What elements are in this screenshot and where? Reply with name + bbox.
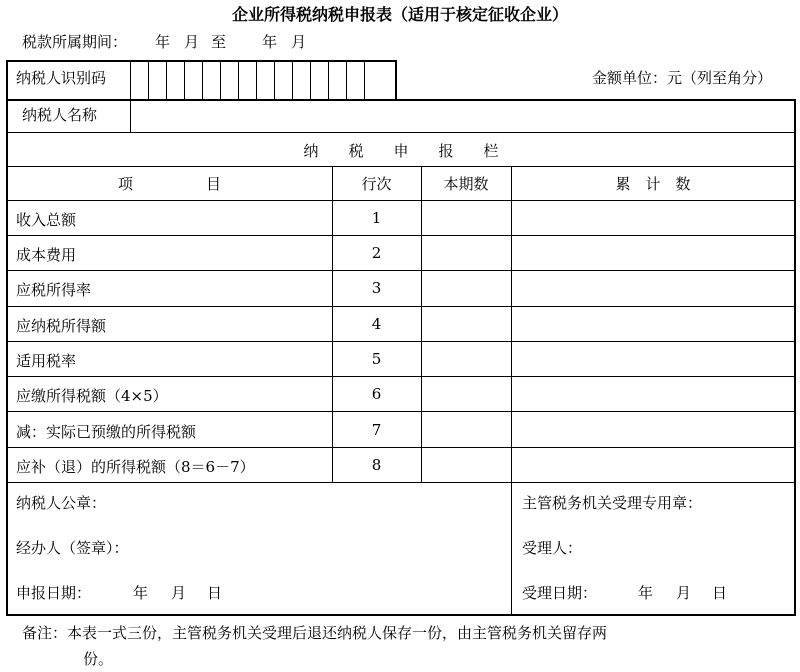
period-month-end: 月 (291, 33, 307, 51)
row-4-cumulative-cell[interactable] (512, 307, 793, 341)
taxpayer-seal-label: 纳税人公章： (16, 494, 107, 512)
row-4-number: 4 (371, 315, 382, 333)
form-note (22, 620, 792, 672)
amount-unit: 金额单位：元（列至角分） (591, 69, 772, 87)
tax-period-label: 税款所属期间： (22, 33, 128, 51)
receiver-label: 受理人： (522, 539, 583, 557)
row-8-label: 应补（退）的所得税额（8＝6－7） (16, 458, 255, 476)
handler-signature-label: 经办人（签章）： (16, 539, 129, 557)
row-6-label: 应缴所得税额（4×5） (16, 387, 168, 405)
column-header-row-no: 行次 (361, 175, 392, 193)
section-header: 纳 税 申 报 栏 (303, 142, 499, 160)
row-8-current-cell[interactable] (422, 448, 510, 482)
form-title: 企业所得税纳税申报表（适用于核定征收企业） (231, 5, 568, 24)
row-4-current-cell[interactable] (422, 307, 510, 341)
period-year-end: 年 (262, 33, 278, 51)
row-6-number: 6 (371, 385, 382, 403)
taxpayer-id-label: 纳税人识别码 (16, 69, 107, 87)
filing-date-day: 日 (207, 584, 223, 602)
acceptance-date-day: 日 (712, 584, 728, 602)
form-note-line-2: 份。 (83, 650, 114, 668)
filing-date-year: 年 (133, 584, 149, 602)
form-note-line-1: 备注：本表一式三份，主管税务机关受理后退还纳税人保存一份，由主管税务机关留存两 (22, 624, 608, 642)
period-month-start: 月 (184, 33, 200, 51)
row-3-label: 应税所得率 (16, 281, 92, 299)
acceptance-date-label: 受理日期： (522, 584, 598, 602)
taxpayer-name-field[interactable] (131, 100, 793, 132)
column-header-current: 本期数 (443, 175, 489, 193)
row-6-current-cell[interactable] (422, 377, 510, 411)
row-3-number: 3 (371, 279, 382, 297)
acceptance-date-year: 年 (638, 584, 654, 602)
row-8-number: 8 (371, 456, 382, 474)
row-5-current-cell[interactable] (422, 342, 510, 376)
taxpayer-name-label: 纳税人名称 (22, 106, 98, 124)
tax-authority-seal-label: 主管税务机关受理专用章： (522, 494, 703, 512)
filing-date-month: 月 (171, 584, 187, 602)
row-7-cumulative-cell[interactable] (512, 412, 793, 447)
row-2-label: 成本费用 (16, 246, 77, 264)
row-7-number: 7 (371, 421, 382, 439)
row-5-label: 适用税率 (16, 352, 77, 370)
row-2-cumulative-cell[interactable] (512, 236, 793, 270)
column-header-item-a: 项 (118, 175, 134, 193)
period-year-start: 年 (155, 33, 171, 51)
row-7-current-cell[interactable] (422, 412, 510, 447)
row-7-label: 减：实际已预缴的所得税额 (16, 423, 197, 441)
row-1-cumulative-cell[interactable] (512, 201, 793, 235)
tax-period (22, 31, 306, 52)
acceptance-date-month: 月 (676, 584, 692, 602)
period-to: 至 (211, 33, 227, 51)
row-5-cumulative-cell[interactable] (512, 342, 793, 376)
row-1-current-cell[interactable] (422, 201, 510, 235)
row-4-label: 应纳税所得额 (16, 317, 107, 335)
row-1-number: 1 (371, 209, 382, 227)
row-1-label: 收入总额 (16, 211, 77, 229)
row-8-cumulative-cell[interactable] (512, 448, 793, 482)
row-5-number: 5 (371, 350, 382, 368)
column-header-item-b: 目 (206, 175, 222, 193)
column-header-cumulative: 累 计 数 (615, 175, 691, 193)
row-2-number: 2 (371, 244, 382, 262)
row-2-current-cell[interactable] (422, 236, 510, 270)
filing-date-label: 申报日期： (16, 584, 92, 602)
row-3-current-cell[interactable] (422, 271, 510, 306)
row-6-cumulative-cell[interactable] (512, 377, 793, 411)
row-3-cumulative-cell[interactable] (512, 271, 793, 306)
